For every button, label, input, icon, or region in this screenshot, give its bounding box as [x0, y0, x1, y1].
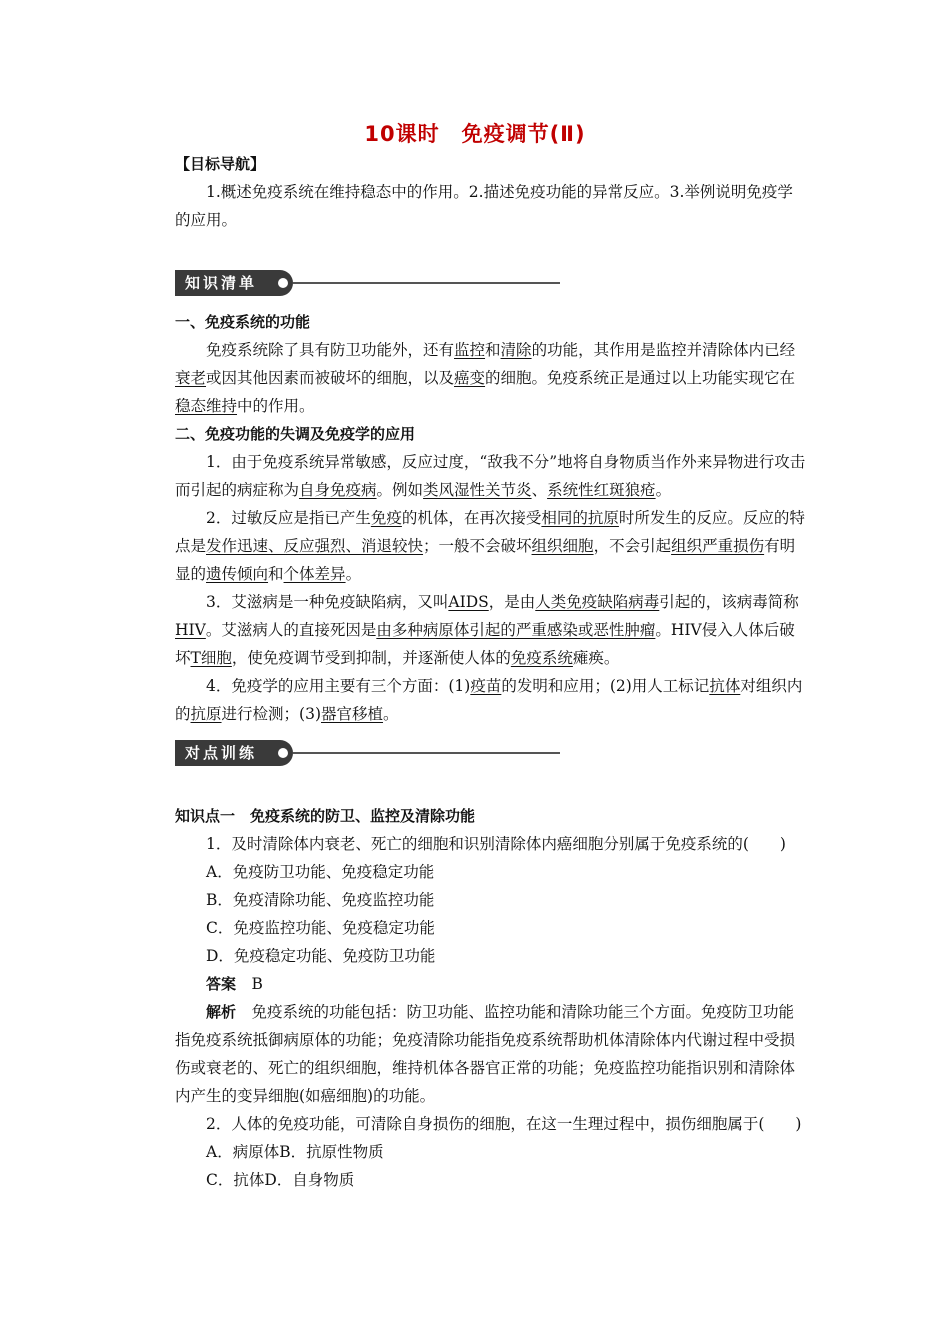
s2-paragraph-2: 2．过敏反应是指已产生免疫的机体，在再次接受相同的抗原时所发生的反应。反应的特点是发作迅速、反应强烈、消退较快；一般不会破坏组织细胞，不会引起组织严重损伤有明显的遗传倾向和个体差异。 — [175, 509, 805, 583]
q1-stem: 1．及时清除体内衰老、死亡的细胞和识别清除体内癌细胞分别属于免疫系统的( ) — [206, 835, 786, 853]
banner-divider — [293, 282, 560, 284]
q1-answer: 答案 B — [206, 975, 263, 993]
page-title: 10课时 免疫调节(Ⅱ) — [364, 122, 586, 146]
q1-option-b: B．免疫清除功能、免疫监控功能 — [206, 891, 435, 909]
goal-heading: 【目标导航】 — [175, 155, 266, 173]
banner-dot-icon — [278, 748, 288, 758]
banner-dot-icon — [278, 278, 288, 288]
q2-stem: 2．人体的免疫功能，可清除自身损伤的细胞，在这一生理过程中，损伤细胞属于( ) — [206, 1115, 802, 1133]
goal-text: 1.概述免疫系统在维持稳态中的作用。2.描述免疫功能的异常反应。3.举例说明免疫学的应用。 — [175, 183, 793, 229]
banner-knowledge-label: 知识清单 — [175, 270, 293, 296]
q2-options-ab: A．病原体B．抗原性物质 — [206, 1143, 384, 1161]
s1-heading: 一、免疫系统的功能 — [175, 313, 311, 331]
s2-paragraph-4: 4．免疫学的应用主要有三个方面：(1)疫苗的发明和应用；(2)用人工标记抗体对组织内的抗原进行检测；(3)器官移植。 — [175, 677, 803, 723]
s2-paragraph-1: 1．由于免疫系统异常敏感，反应过度，“敌我不分”地将自身物质当作外来异物进行攻击而引起的病症称为自身免疫病。例如类风湿性关节炎、系统性红斑狼疮。 — [175, 453, 806, 499]
s1-paragraph: 免疫系统除了具有防卫功能外，还有监控和清除的功能，其作用是监控并清除体内已经衰老或因其他因素而被破坏的细胞，以及癌变的细胞。免疫系统正是通过以上功能实现它在稳态维持中的作用。 — [175, 341, 796, 415]
q1-option-d: D．免疫稳定功能、免疫防卫功能 — [206, 947, 436, 965]
kp1-heading: 知识点一 免疫系统的防卫、监控及清除功能 — [175, 807, 476, 825]
q1-analysis: 解析 免疫系统的功能包括：防卫功能、监控功能和清除功能三个方面。免疫防卫功能指免疫系统抵御病原体的功能；免疫清除功能指免疫系统帮助机体清除体内代谢过程中受损伤或衰老的、死亡的组织细胞，维持机体各器官正常的功能；免疫监控功能指识别和清除体内产生的变异细胞(如癌细胞)的功能。 — [175, 1003, 796, 1105]
s2-paragraph-3: 3．艾滋病是一种免疫缺陷病，又叫AIDS，是由人类免疫缺陷病毒引起的，该病毒简称HIV。艾滋病人的直接死因是由多种病原体引起的严重感染或恶性肿瘤。HIV侵入人体后破坏T细胞，使免疫调节受到抑制，并逐渐使人体的免疫系统瘫痪。 — [175, 593, 799, 667]
q1-option-c: C．免疫监控功能、免疫稳定功能 — [206, 919, 435, 937]
banner-divider — [293, 752, 560, 754]
q1-option-a: A．免疫防卫功能、免疫稳定功能 — [206, 863, 435, 881]
banner-practice-label: 对点训练 — [175, 740, 293, 766]
goal-section — [175, 150, 807, 234]
s2-heading: 二、免疫功能的失调及免疫学的应用 — [175, 425, 416, 443]
banner-knowledge-list — [175, 270, 560, 296]
knowledge-section — [175, 308, 807, 728]
banner-practice — [175, 740, 560, 766]
practice-section — [175, 802, 807, 1194]
q2-options-cd: C．抗体D．自身物质 — [206, 1171, 355, 1189]
